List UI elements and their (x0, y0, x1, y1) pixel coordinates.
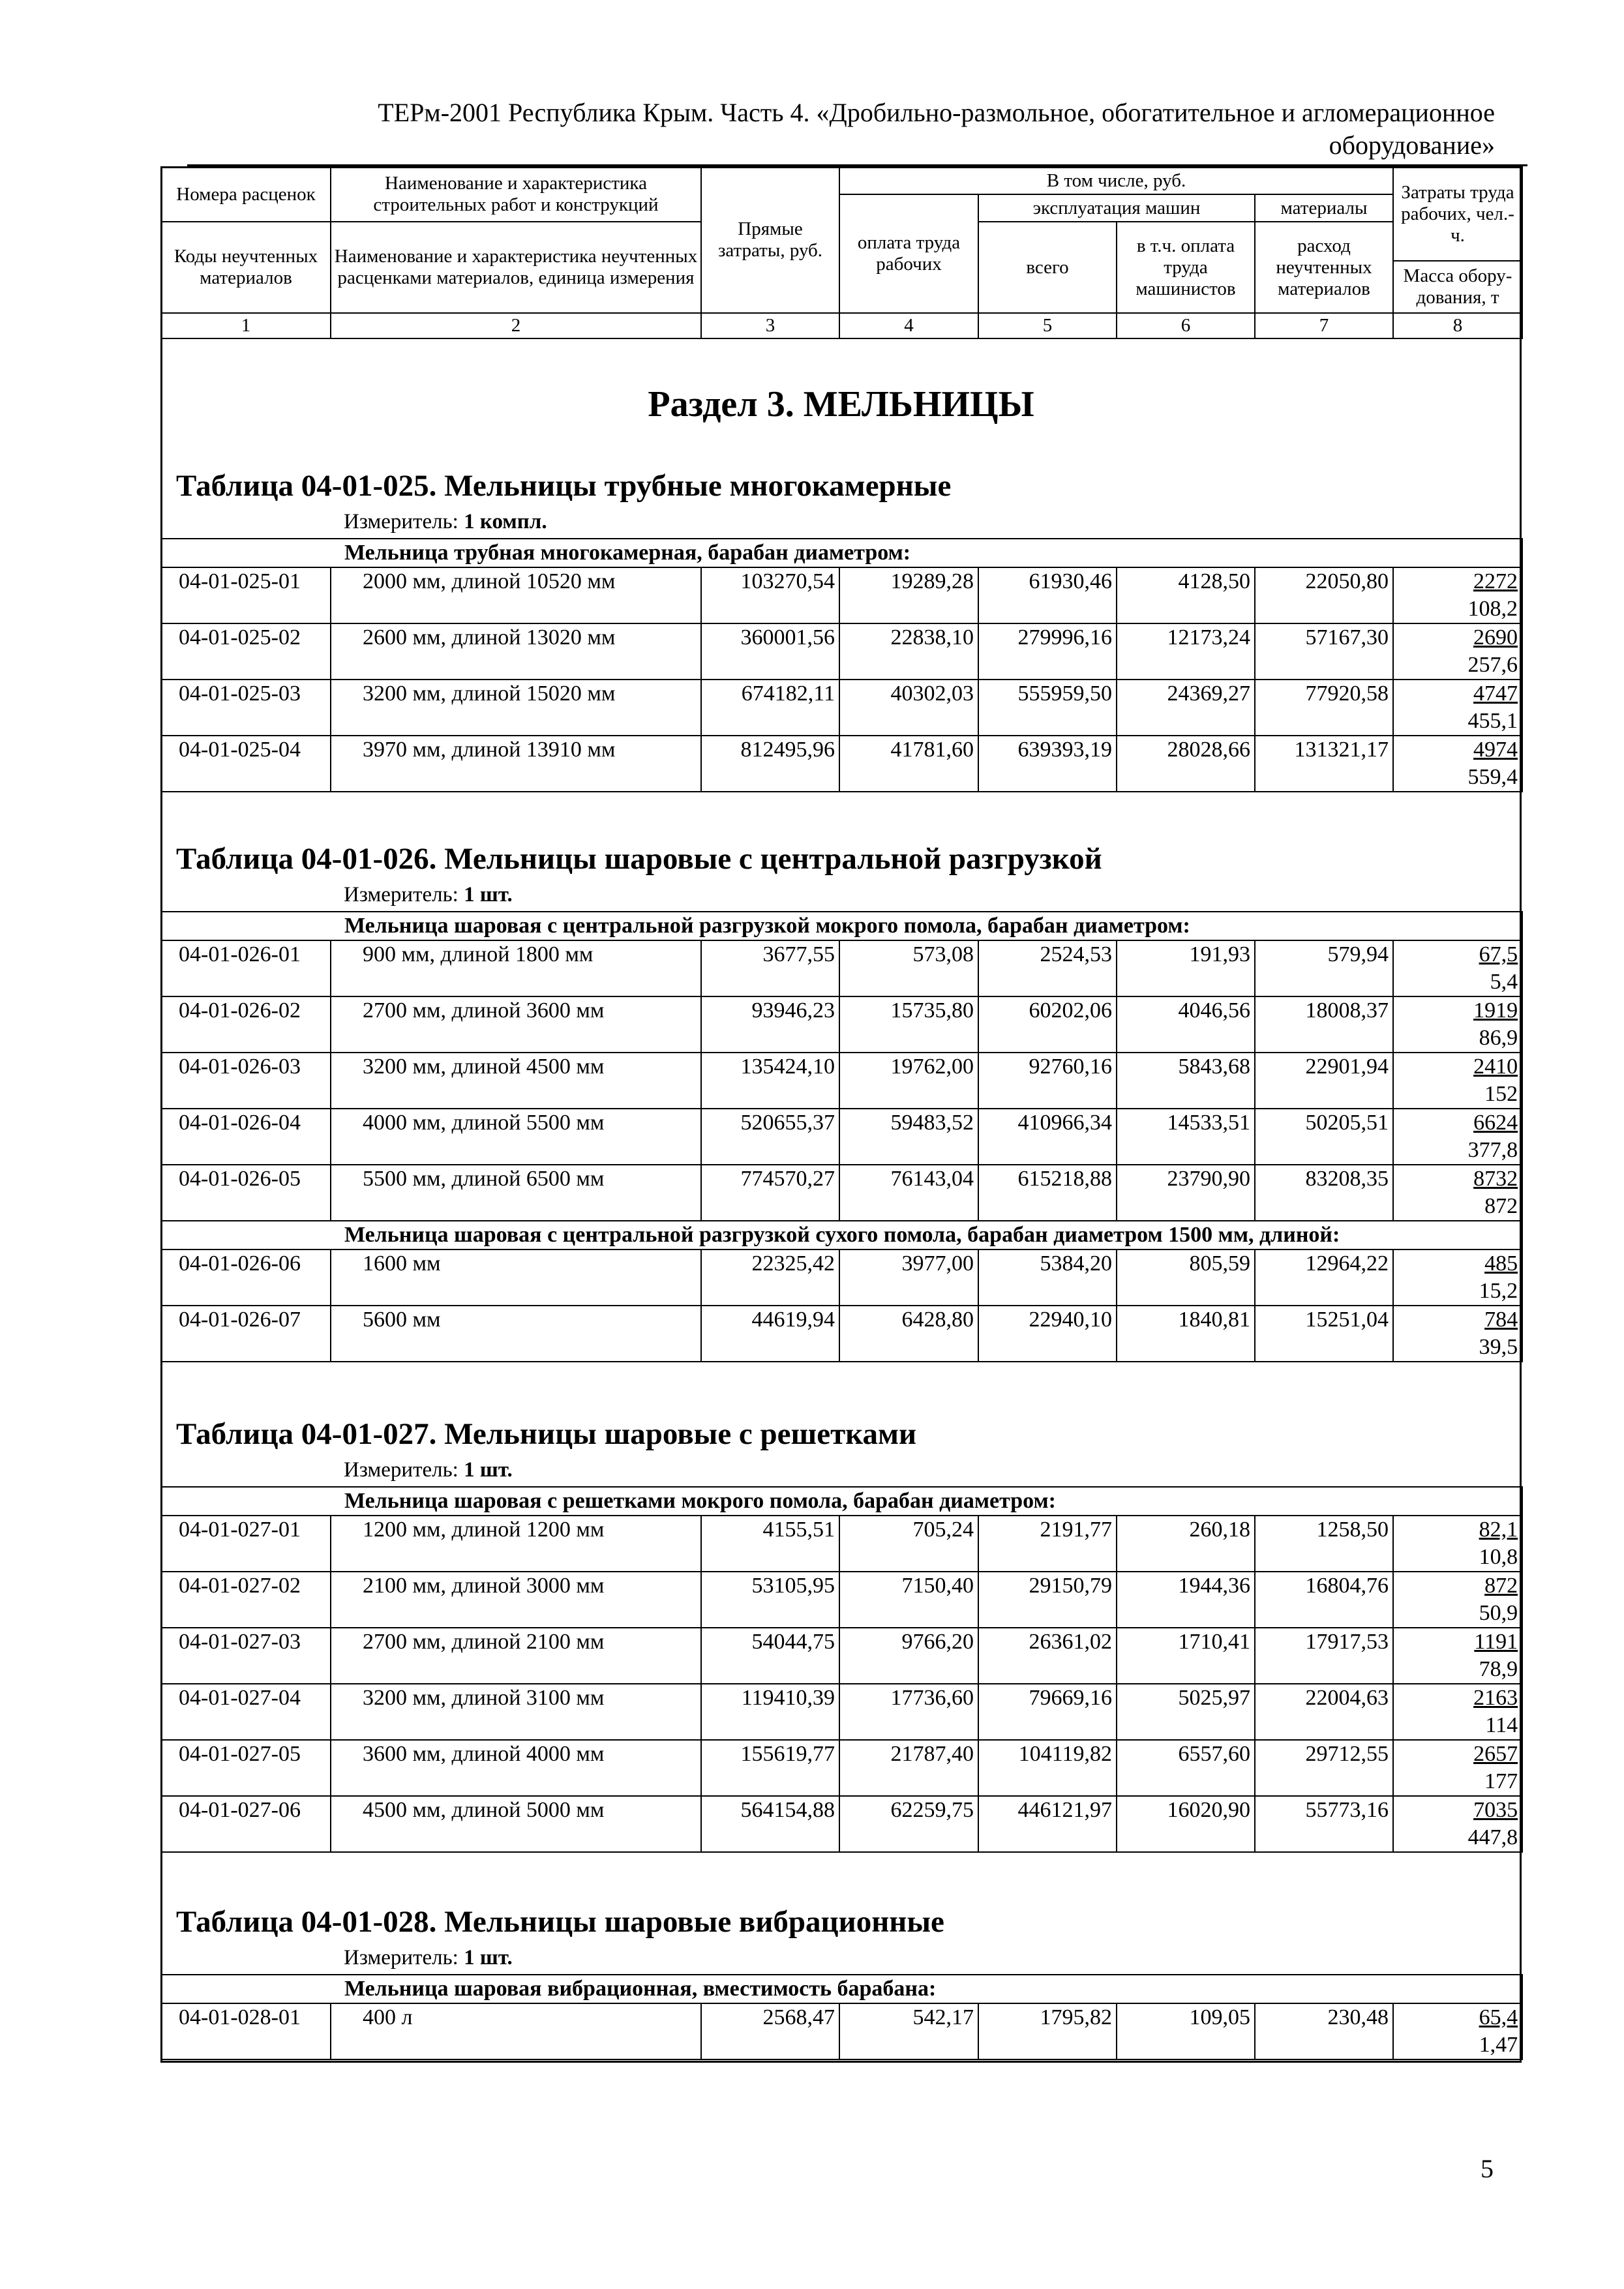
direct-costs: 520655,37 (701, 1109, 839, 1165)
rate-code: 04-01-026-04 (161, 1109, 331, 1165)
machines-total: 615218,88 (978, 1165, 1117, 1221)
equipment-mass: 1,47 (1479, 2033, 1518, 2057)
rate-name: 2700 мм, длиной 3600 мм (331, 996, 701, 1053)
equipment-mass: 108,2 (1467, 597, 1518, 621)
col5-header: всего (978, 222, 1117, 313)
table-row (161, 736, 1522, 792)
labor-costs: 4974 (1473, 738, 1518, 762)
labor-mass (1398, 1741, 1518, 1795)
table-measure (344, 1946, 513, 1970)
direct-costs: 564154,88 (701, 1796, 839, 1852)
materials-cost: 83208,35 (1255, 1165, 1393, 1221)
rate-code: 04-01-026-06 (161, 1249, 331, 1306)
workers-pay: 9766,20 (839, 1628, 978, 1684)
rate-code: 04-01-025-01 (161, 567, 331, 623)
rate-name: 400 л (331, 2003, 701, 2059)
equipment-mass: 152 (1484, 1082, 1518, 1106)
rate-code: 04-01-027-06 (161, 1796, 331, 1852)
workers-pay: 19289,28 (839, 567, 978, 623)
materials-cost: 230,48 (1255, 2003, 1393, 2059)
labor-mass (1398, 1797, 1518, 1851)
labor-mass-cell (1393, 1165, 1522, 1221)
labor-mass-cell (1393, 623, 1522, 680)
labor-mass (1398, 568, 1518, 623)
table-row (161, 1796, 1522, 1852)
col2-bottom-header: Наименование и характеристика неучтенных расценками материалов, единица измерения (331, 222, 701, 313)
materials-cost: 18008,37 (1255, 996, 1393, 1053)
rate-name: 2100 мм, длиной 3000 мм (331, 1572, 701, 1628)
workers-pay: 59483,52 (839, 1109, 978, 1165)
labor-costs: 7035 (1473, 1798, 1518, 1822)
workers-pay: 3977,00 (839, 1249, 978, 1306)
table-measure (344, 1458, 513, 1482)
machinists-pay: 16020,90 (1117, 1796, 1255, 1852)
labor-mass (1398, 736, 1518, 791)
materials-cost: 50205,51 (1255, 1109, 1393, 1165)
workers-pay: 19762,00 (839, 1053, 978, 1109)
table-row (161, 1740, 1522, 1796)
materials-cost: 16804,76 (1255, 1572, 1393, 1628)
measure-label: Измеритель: (344, 883, 464, 906)
workers-pay: 6428,80 (839, 1306, 978, 1362)
group-label: Мельница шаровая с центральной разгрузкой мокрого помола, барабан диаметром: (161, 912, 1522, 940)
machinists-pay: 1840,81 (1117, 1306, 1255, 1362)
labor-costs: 4747 (1473, 681, 1518, 706)
table-row (161, 1249, 1522, 1306)
machines-total: 1795,82 (978, 2003, 1117, 2059)
header-title-line2: оборудование» (1329, 130, 1495, 160)
machinists-pay: 1944,36 (1117, 1572, 1255, 1628)
workers-pay: 7150,40 (839, 1572, 978, 1628)
table-title: Таблица 04-01-025. Мельницы трубные многокамерные (176, 469, 952, 503)
materials-cost: 131321,17 (1255, 736, 1393, 792)
labor-costs: 485 (1484, 1251, 1518, 1276)
machinists-pay: 191,93 (1117, 940, 1255, 996)
rate-code: 04-01-026-03 (161, 1053, 331, 1109)
measure-value: 1 шт. (464, 1946, 513, 1969)
direct-costs: 2568,47 (701, 2003, 839, 2059)
table-row (161, 567, 1522, 623)
machines-total: 639393,19 (978, 736, 1117, 792)
rate-name: 4500 мм, длиной 5000 мм (331, 1796, 701, 1852)
labor-costs: 65,4 (1479, 2005, 1518, 2029)
machines-total: 5384,20 (978, 1249, 1117, 1306)
labor-mass-cell (1393, 1684, 1522, 1740)
machinists-pay: 5025,97 (1117, 1684, 1255, 1740)
labor-mass (1398, 1250, 1518, 1305)
workers-pay: 21787,40 (839, 1740, 978, 1796)
col1-top-header: Номера расценок (161, 167, 331, 222)
equipment-mass: 15,2 (1479, 1279, 1518, 1303)
labor-mass-cell (1393, 680, 1522, 736)
equipment-mass: 447,8 (1467, 1825, 1518, 1849)
table-row (161, 1306, 1522, 1362)
labor-costs: 2163 (1473, 1686, 1518, 1710)
direct-costs: 155619,77 (701, 1740, 839, 1796)
rate-name: 3200 мм, длиной 3100 мм (331, 1684, 701, 1740)
machinists-pay: 805,59 (1117, 1249, 1255, 1306)
labor-mass-cell (1393, 1306, 1522, 1362)
col-num: 4 (839, 313, 978, 338)
rate-code: 04-01-028-01 (161, 2003, 331, 2059)
table-row (161, 996, 1522, 1053)
column-header-table (160, 166, 1523, 339)
rate-code: 04-01-025-04 (161, 736, 331, 792)
equipment-mass: 86,9 (1479, 1026, 1518, 1050)
table-row (161, 1109, 1522, 1165)
measure-label: Измеритель: (344, 1458, 464, 1482)
equipment-mass: 177 (1484, 1769, 1518, 1793)
labor-mass-cell (1393, 940, 1522, 996)
group-header-row (161, 1221, 1522, 1249)
labor-mass (1398, 1109, 1518, 1164)
workers-pay: 40302,03 (839, 680, 978, 736)
equipment-mass: 39,5 (1479, 1335, 1518, 1359)
machines-total: 22940,10 (978, 1306, 1117, 1362)
labor-costs: 67,5 (1479, 942, 1518, 966)
rate-name: 3200 мм, длиной 4500 мм (331, 1053, 701, 1109)
rate-name: 3200 мм, длиной 15020 мм (331, 680, 701, 736)
labor-costs: 2657 (1473, 1742, 1518, 1766)
direct-costs: 674182,11 (701, 680, 839, 736)
rate-code: 04-01-026-02 (161, 996, 331, 1053)
labor-mass-cell (1393, 1053, 1522, 1109)
rate-code: 04-01-027-04 (161, 1684, 331, 1740)
direct-costs: 3677,55 (701, 940, 839, 996)
col-num: 2 (331, 313, 701, 338)
machinists-pay: 5843,68 (1117, 1053, 1255, 1109)
section-title: Раздел 3. МЕЛЬНИЦЫ (648, 384, 1034, 425)
materials-cost: 22901,94 (1255, 1053, 1393, 1109)
machinists-pay: 24369,27 (1117, 680, 1255, 736)
col6-header: в т.ч. оплата труда машинистов (1117, 222, 1255, 313)
rate-code: 04-01-025-03 (161, 680, 331, 736)
machines-header: эксплуатация машин (978, 194, 1255, 222)
workers-pay: 705,24 (839, 1516, 978, 1572)
equipment-mass: 10,8 (1479, 1545, 1518, 1569)
col8-top-header: Затраты труда рабочих, чел.-ч. (1393, 167, 1522, 261)
workers-pay: 41781,60 (839, 736, 978, 792)
rate-name: 2000 мм, длиной 10520 мм (331, 567, 701, 623)
equipment-mass: 78,9 (1479, 1657, 1518, 1681)
price-table (160, 538, 1523, 792)
labor-costs: 2272 (1473, 569, 1518, 593)
direct-costs: 135424,10 (701, 1053, 839, 1109)
rate-name: 3970 мм, длиной 13910 мм (331, 736, 701, 792)
machinists-pay: 4046,56 (1117, 996, 1255, 1053)
labor-mass-cell (1393, 1249, 1522, 1306)
col-num: 5 (978, 313, 1117, 338)
direct-costs: 103270,54 (701, 567, 839, 623)
labor-mass (1398, 1516, 1518, 1571)
direct-costs: 360001,56 (701, 623, 839, 680)
labor-mass-cell (1393, 1109, 1522, 1165)
materials-cost: 55773,16 (1255, 1796, 1393, 1852)
measure-label: Измеритель: (344, 1946, 464, 1969)
col1-bottom-header: Коды неучтенных материалов (161, 222, 331, 313)
rate-code: 04-01-027-05 (161, 1740, 331, 1796)
labor-mass (1398, 997, 1518, 1052)
table-row (161, 1628, 1522, 1684)
machines-total: 2524,53 (978, 940, 1117, 996)
materials-cost: 1258,50 (1255, 1516, 1393, 1572)
labor-mass (1398, 1306, 1518, 1361)
group-label: Мельница шаровая с решетками мокрого помола, барабан диаметром: (161, 1487, 1522, 1516)
table-measure (344, 883, 513, 907)
col3-header: Прямые затраты, руб. (701, 167, 839, 313)
materials-cost: 579,94 (1255, 940, 1393, 996)
rate-name: 2600 мм, длиной 13020 мм (331, 623, 701, 680)
machines-total: 26361,02 (978, 1628, 1117, 1684)
machines-total: 60202,06 (978, 996, 1117, 1053)
labor-mass (1398, 2004, 1518, 2059)
rate-code: 04-01-026-07 (161, 1306, 331, 1362)
machinists-pay: 14533,51 (1117, 1109, 1255, 1165)
machines-total: 29150,79 (978, 1572, 1117, 1628)
rate-name: 900 мм, длиной 1800 мм (331, 940, 701, 996)
table-row (161, 1516, 1522, 1572)
labor-costs: 2690 (1473, 625, 1518, 650)
equipment-mass: 50,9 (1479, 1601, 1518, 1625)
col-num: 6 (1117, 313, 1255, 338)
incl-header: В том числе, руб. (839, 167, 1393, 194)
group-label: Мельница шаровая вибрационная, вместимость барабана: (161, 1975, 1522, 2003)
labor-mass-cell (1393, 1628, 1522, 1684)
labor-mass (1398, 680, 1518, 735)
direct-costs: 119410,39 (701, 1684, 839, 1740)
workers-pay: 17736,60 (839, 1684, 978, 1740)
materials-cost: 29712,55 (1255, 1740, 1393, 1796)
labor-mass-cell (1393, 736, 1522, 792)
table-row (161, 940, 1522, 996)
machines-total: 61930,46 (978, 567, 1117, 623)
table-row (161, 680, 1522, 736)
measure-value: 1 шт. (464, 883, 513, 906)
equipment-mass: 257,6 (1467, 653, 1518, 677)
materials-header: материалы (1255, 194, 1393, 222)
labor-mass (1398, 1572, 1518, 1627)
machines-total: 79669,16 (978, 1684, 1117, 1740)
page-number: 5 (1481, 2154, 1494, 2183)
equipment-mass: 5,4 (1490, 970, 1518, 994)
group-header-row (161, 1487, 1522, 1516)
materials-cost: 17917,53 (1255, 1628, 1393, 1684)
labor-costs: 1919 (1473, 998, 1518, 1023)
labor-mass-cell (1393, 1796, 1522, 1852)
workers-pay: 573,08 (839, 940, 978, 996)
labor-costs: 872 (1484, 1574, 1518, 1598)
rate-name: 4000 мм, длиной 5500 мм (331, 1109, 701, 1165)
labor-costs: 82,1 (1479, 1518, 1518, 1542)
table-row (161, 1165, 1522, 1221)
table-row (161, 2003, 1522, 2059)
rate-name: 3600 мм, длиной 4000 мм (331, 1740, 701, 1796)
labor-mass-cell (1393, 2003, 1522, 2059)
materials-cost: 77920,58 (1255, 680, 1393, 736)
measure-value: 1 компл. (464, 510, 547, 533)
labor-mass (1398, 624, 1518, 679)
rate-code: 04-01-027-01 (161, 1516, 331, 1572)
col4-header: оплата труда рабочих (839, 194, 978, 313)
labor-mass (1398, 1053, 1518, 1108)
machinists-pay: 4128,50 (1117, 567, 1255, 623)
col-num: 8 (1393, 313, 1522, 338)
labor-mass-cell (1393, 567, 1522, 623)
rate-name: 5500 мм, длиной 6500 мм (331, 1165, 701, 1221)
direct-costs: 93946,23 (701, 996, 839, 1053)
equipment-mass: 559,4 (1467, 765, 1518, 789)
rate-code: 04-01-027-03 (161, 1628, 331, 1684)
labor-costs: 1191 (1474, 1630, 1518, 1654)
machinists-pay: 260,18 (1117, 1516, 1255, 1572)
labor-mass (1398, 1628, 1518, 1683)
workers-pay: 542,17 (839, 2003, 978, 2059)
column-numbers-row (161, 313, 1522, 338)
col7-header: расход неучтенных материалов (1255, 222, 1393, 313)
rate-code: 04-01-027-02 (161, 1572, 331, 1628)
workers-pay: 22838,10 (839, 623, 978, 680)
workers-pay: 76143,04 (839, 1165, 978, 1221)
labor-mass-cell (1393, 996, 1522, 1053)
group-header-row (161, 1975, 1522, 2003)
price-table (160, 1974, 1523, 2060)
equipment-mass: 455,1 (1467, 709, 1518, 733)
col-num: 3 (701, 313, 839, 338)
measure-value: 1 шт. (464, 1458, 513, 1482)
table-title: Таблица 04-01-026. Мельницы шаровые с центральной разгрузкой (176, 842, 1102, 876)
equipment-mass: 872 (1484, 1194, 1518, 1218)
direct-costs: 22325,42 (701, 1249, 839, 1306)
col8-bottom-header: Масса обору-дования, т (1393, 261, 1522, 313)
machines-total: 279996,16 (978, 623, 1117, 680)
rate-code: 04-01-026-01 (161, 940, 331, 996)
machines-total: 410966,34 (978, 1109, 1117, 1165)
table-row (161, 1572, 1522, 1628)
labor-mass-cell (1393, 1572, 1522, 1628)
machines-total: 92760,16 (978, 1053, 1117, 1109)
equipment-mass: 114 (1485, 1713, 1518, 1737)
header-title-line1: ТЕРм-2001 Республика Крым. Часть 4. «Дробильно-размольное, обогатительное и агломерационное (378, 98, 1495, 127)
table-title: Таблица 04-01-027. Мельницы шаровые с решетками (176, 1417, 917, 1451)
col-num: 1 (161, 313, 331, 338)
direct-costs: 53105,95 (701, 1572, 839, 1628)
direct-costs: 54044,75 (701, 1628, 839, 1684)
group-label: Мельница шаровая с центральной разгрузкой сухого помола, барабан диаметром 1500 мм, длиной: (161, 1221, 1522, 1249)
machinists-pay: 28028,66 (1117, 736, 1255, 792)
price-table (160, 911, 1523, 1362)
machines-total: 555959,50 (978, 680, 1117, 736)
machinists-pay: 1710,41 (1117, 1628, 1255, 1684)
labor-costs: 2410 (1473, 1055, 1518, 1079)
labor-mass-cell (1393, 1516, 1522, 1572)
materials-cost: 22004,63 (1255, 1684, 1393, 1740)
col-num: 7 (1255, 313, 1393, 338)
machinists-pay: 23790,90 (1117, 1165, 1255, 1221)
direct-costs: 812495,96 (701, 736, 839, 792)
machinists-pay: 12173,24 (1117, 623, 1255, 680)
table-measure (344, 510, 547, 534)
labor-costs: 8732 (1473, 1167, 1518, 1191)
machinists-pay: 6557,60 (1117, 1740, 1255, 1796)
table-row (161, 1684, 1522, 1740)
labor-mass (1398, 1165, 1518, 1220)
group-label: Мельница трубная многокамерная, барабан диаметром: (161, 539, 1522, 567)
table-row (161, 1053, 1522, 1109)
measure-label: Измеритель: (344, 510, 464, 533)
rate-name: 1200 мм, длиной 1200 мм (331, 1516, 701, 1572)
materials-cost: 57167,30 (1255, 623, 1393, 680)
labor-mass (1398, 941, 1518, 996)
machinists-pay: 109,05 (1117, 2003, 1255, 2059)
labor-costs: 6624 (1473, 1111, 1518, 1135)
rate-code: 04-01-025-02 (161, 623, 331, 680)
workers-pay: 15735,80 (839, 996, 978, 1053)
labor-costs: 784 (1484, 1308, 1518, 1332)
rate-name: 1600 мм (331, 1249, 701, 1306)
rate-name: 5600 мм (331, 1306, 701, 1362)
price-table (160, 1486, 1523, 1853)
table-row (161, 623, 1522, 680)
direct-costs: 4155,51 (701, 1516, 839, 1572)
materials-cost: 12964,22 (1255, 1249, 1393, 1306)
group-header-row (161, 539, 1522, 567)
direct-costs: 44619,94 (701, 1306, 839, 1362)
direct-costs: 774570,27 (701, 1165, 839, 1221)
rate-code: 04-01-026-05 (161, 1165, 331, 1221)
machines-total: 2191,77 (978, 1516, 1117, 1572)
document-header-title (125, 97, 1495, 162)
labor-mass-cell (1393, 1740, 1522, 1796)
labor-mass (1398, 1684, 1518, 1739)
machines-total: 104119,82 (978, 1740, 1117, 1796)
table-title: Таблица 04-01-028. Мельницы шаровые вибрационные (176, 1905, 944, 1939)
equipment-mass: 377,8 (1467, 1138, 1518, 1162)
materials-cost: 22050,80 (1255, 567, 1393, 623)
rate-name: 2700 мм, длиной 2100 мм (331, 1628, 701, 1684)
col2-top-header: Наименование и характеристика строительных работ и конструкций (331, 167, 701, 222)
group-header-row (161, 912, 1522, 940)
workers-pay: 62259,75 (839, 1796, 978, 1852)
machines-total: 446121,97 (978, 1796, 1117, 1852)
materials-cost: 15251,04 (1255, 1306, 1393, 1362)
